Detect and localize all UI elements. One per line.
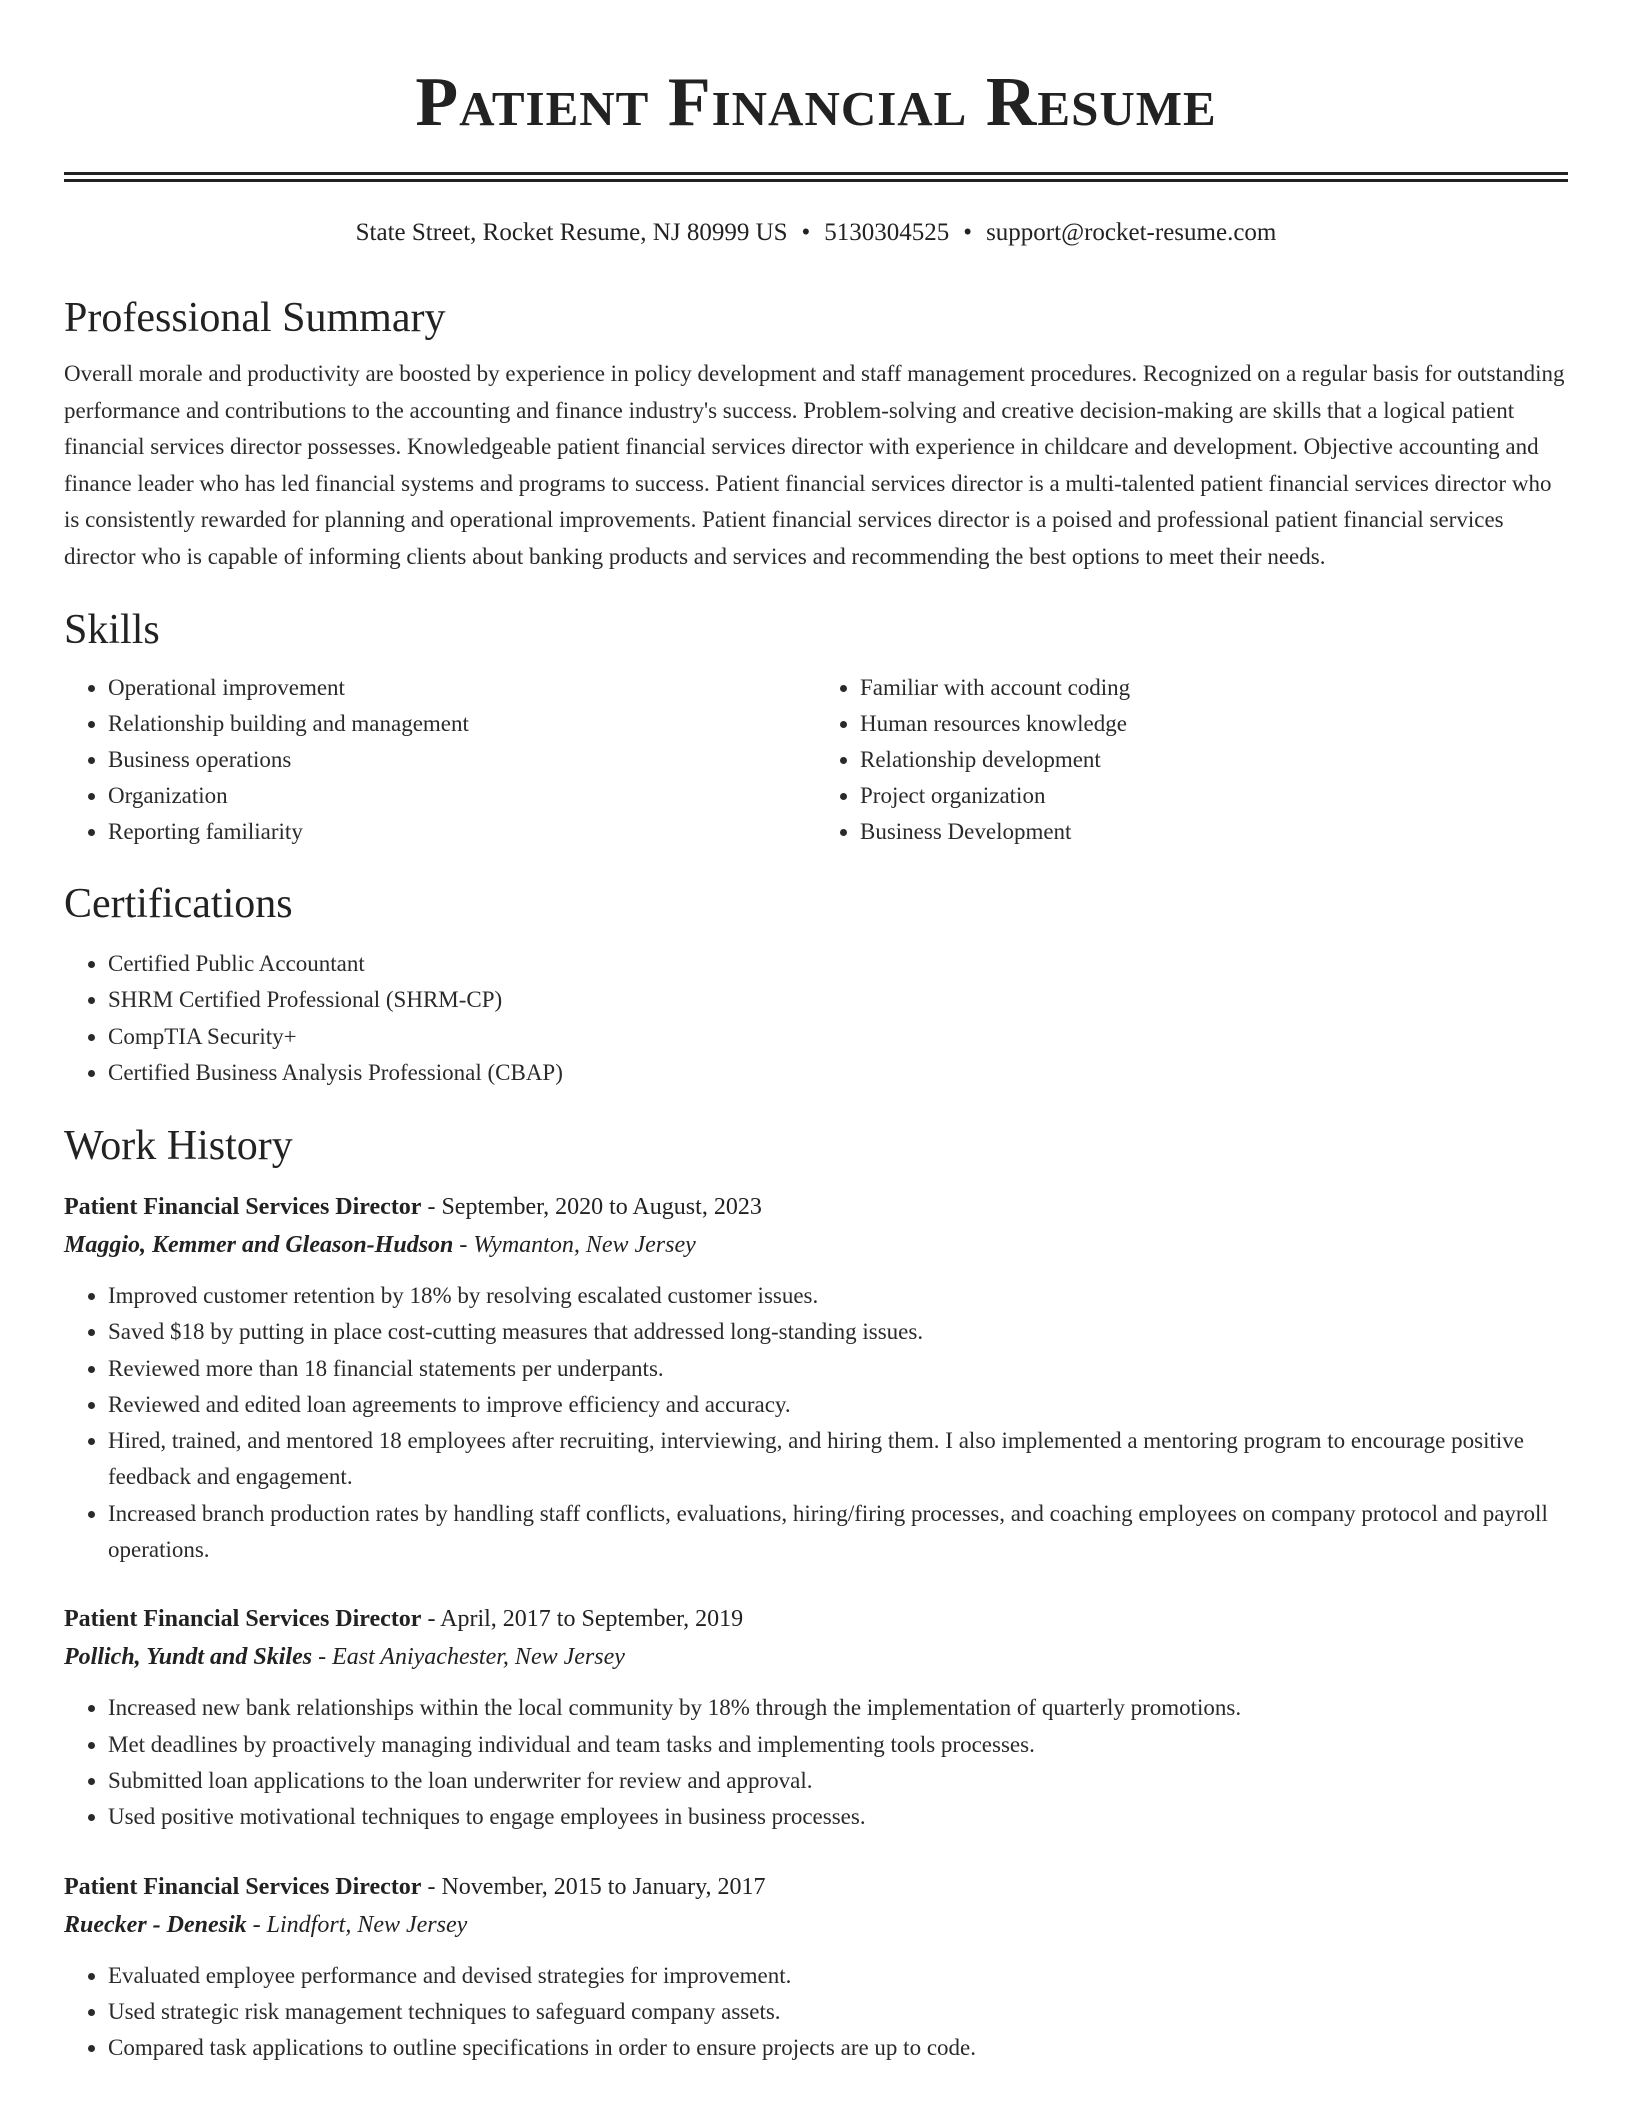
job-bullet: • Used positive motivational techniques to engage employees in business processes. <box>108 1799 1568 1835</box>
skills-list-right <box>816 670 1568 850</box>
certification-item: • Certified Public Accountant <box>108 946 1568 983</box>
skill-item: • Organization <box>108 778 816 814</box>
job-title-line <box>64 1868 1568 1906</box>
certification-item: • CompTIA Security+ <box>108 1019 1568 1056</box>
certifications-list <box>64 946 1568 1092</box>
job-entry <box>64 1868 1568 2067</box>
job-company: Pollich, Yundt and Skiles <box>64 1644 313 1671</box>
job-location: - Wymanton, New Jersey <box>453 1231 696 1258</box>
skills-columns <box>64 670 1568 850</box>
job-bullets <box>64 1278 1568 1568</box>
job-dates: - September, 2020 to August, 2023 <box>421 1193 762 1220</box>
job-bullet: • Met deadlines by proactively managing individual and team tasks and implementing tools processes. <box>108 1727 1568 1763</box>
contact-phone: 5130304525 <box>824 219 950 246</box>
job-dates: - April, 2017 to September, 2019 <box>421 1606 744 1633</box>
skill-item: • Operational improvement <box>108 670 816 706</box>
job-bullet: • Reviewed more than 18 financial statements per underpants. <box>108 1351 1568 1387</box>
job-bullet: • Increased branch production rates by handling staff conflicts, evaluations, hiring/firing processes, and coaching employees on company protocol and payroll operations. <box>108 1496 1568 1569</box>
job-company-line <box>64 1638 1568 1676</box>
job-bullet: • Submitted loan applications to the loan underwriter for review and approval. <box>108 1763 1568 1799</box>
job-company: Ruecker - Denesik <box>64 1911 247 1938</box>
resume-title: Patient Financial Resume <box>415 64 1217 141</box>
certification-item: • SHRM Certified Professional (SHRM-CP) <box>108 982 1568 1019</box>
job-entry <box>64 1188 1568 1568</box>
job-bullet: • Improved customer retention by 18% by resolving escalated customer issues. <box>108 1278 1568 1314</box>
job-company-line <box>64 1906 1568 1944</box>
skill-item: • Human resources knowledge <box>860 706 1568 742</box>
resume-page <box>64 0 1568 2066</box>
skill-item: • Familiar with account coding <box>860 670 1568 706</box>
certification-item: • Certified Business Analysis Professional (CBAP) <box>108 1055 1568 1092</box>
job-title-line <box>64 1600 1568 1638</box>
summary-text: Overall morale and productivity are boosted by experience in policy development and staff management procedures. Recognized on a regular basis for outstanding performance and contributions to the accounting and finance industry's success. Problem-solving and creative decision-making are skills that a logical patient financial services director possesses. Knowledgeable patient financial services director with experience in childcare and development. Objective accounting and finance leader who has led financial systems and programs to success. Patient financial services director is a multi-talented patient financial services director who is consistently rewarded for planning and operational improvements. Patient financial services director is a poised and professional patient financial services director who is capable of informing clients about banking products and services and recommending the best options to meet their needs. <box>64 361 1565 569</box>
certifications-heading: Certifications <box>64 880 293 927</box>
skill-item: • Reporting familiarity <box>108 814 816 850</box>
job-company-line <box>64 1226 1568 1264</box>
contact-separator: • <box>801 219 811 246</box>
title-divider <box>64 172 1568 182</box>
job-bullet: • Reviewed and edited loan agreements to improve efficiency and accuracy. <box>108 1387 1568 1423</box>
job-dates: - November, 2015 to January, 2017 <box>421 1873 766 1900</box>
job-bullets <box>64 1958 1568 2067</box>
job-entry <box>64 1600 1568 1835</box>
skills-heading: Skills <box>64 606 160 653</box>
job-role: Patient Financial Services Director <box>64 1193 422 1220</box>
job-role: Patient Financial Services Director <box>64 1606 422 1633</box>
job-title-line <box>64 1188 1568 1226</box>
job-bullet: • Saved $18 by putting in place cost-cutting measures that addressed long-standing issues. <box>108 1314 1568 1350</box>
job-bullet: • Increased new bank relationships within the local community by 18% through the implementation of quarterly promotions. <box>108 1690 1568 1726</box>
job-bullet: • Evaluated employee performance and devised strategies for improvement. <box>108 1958 1568 1994</box>
contact-address: State Street, Rocket Resume, NJ 80999 US <box>355 219 788 246</box>
job-company: Maggio, Kemmer and Gleason-Hudson <box>64 1231 454 1258</box>
skill-item: • Relationship development <box>860 742 1568 778</box>
summary-heading: Professional Summary <box>64 295 446 341</box>
contact-email: support@rocket-resume.com <box>986 219 1277 246</box>
job-bullet: • Used strategic risk management techniques to safeguard company assets. <box>108 1994 1568 2030</box>
skill-item: • Business operations <box>108 742 816 778</box>
job-location: - Lindfort, New Jersey <box>246 1911 468 1938</box>
job-bullet: • Compared task applications to outline specifications in order to ensure projects are up to code. <box>108 2030 1568 2066</box>
skill-item: • Business Development <box>860 814 1568 850</box>
job-location: - East Aniyachester, New Jersey <box>312 1644 625 1671</box>
contact-line <box>64 216 1568 250</box>
job-bullets <box>64 1690 1568 1835</box>
job-role: Patient Financial Services Director <box>64 1873 422 1900</box>
contact-separator: • <box>963 219 973 246</box>
skill-item: • Project organization <box>860 778 1568 814</box>
skill-item: • Relationship building and management <box>108 706 816 742</box>
skills-list-left <box>64 670 816 850</box>
job-bullet: • Hired, trained, and mentored 18 employees after recruiting, interviewing, and hiring them. I also implemented a mentoring program to encourage positive feedback and engagement. <box>108 1423 1568 1496</box>
work-history-heading: Work History <box>64 1122 293 1169</box>
